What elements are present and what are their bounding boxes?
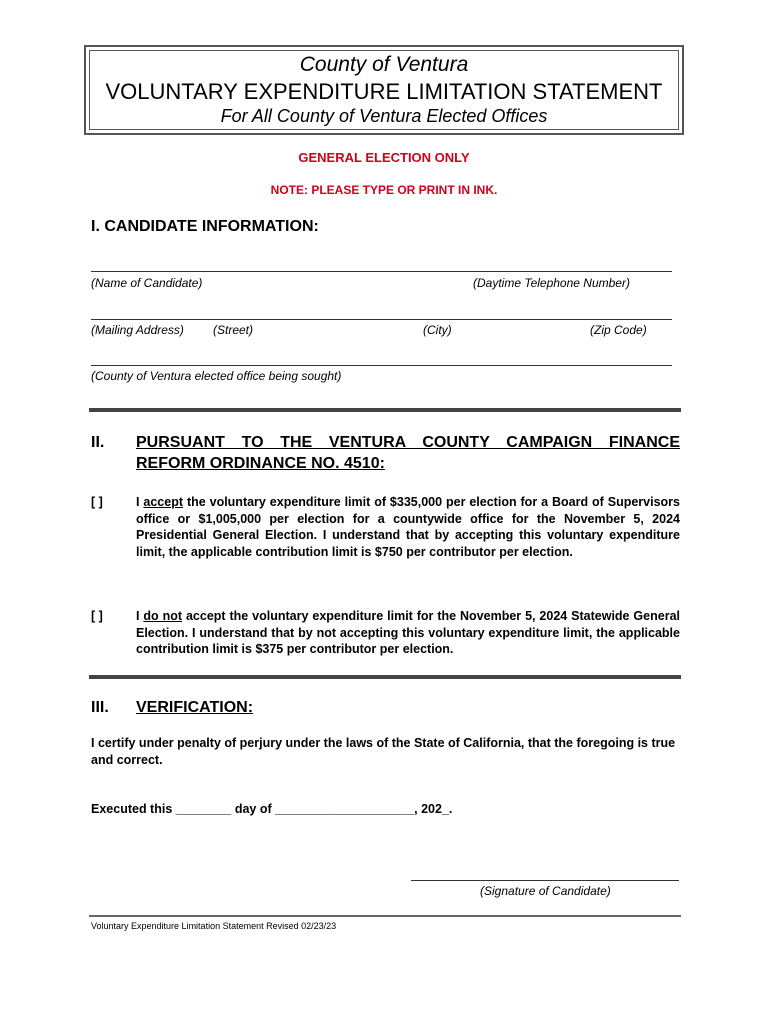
accept-keyword: accept (143, 495, 184, 509)
certification-text: I certify under penalty of perjury under the laws of the State of California, that the foregoing is true and correct. (91, 736, 676, 767)
name-phone-line[interactable] (91, 271, 672, 272)
section-2-heading-line2: REFORM ORDINANCE NO. 4510: (136, 455, 385, 472)
ink-note: NOTE: PLEASE TYPE OR PRINT IN INK. (270, 183, 498, 197)
phone-label: (Daytime Telephone Number) (473, 276, 630, 290)
section-3-numeral: III. (91, 699, 109, 716)
section-1-heading: I. CANDIDATE INFORMATION: (91, 218, 319, 235)
signature-line[interactable] (411, 880, 679, 881)
zip-label: (Zip Code) (590, 323, 647, 337)
office-label: (County of Ventura elected office being sought) (91, 369, 342, 383)
section-2-heading-line1: PURSUANT TO THE VENTURA COUNTY CAMPAIGN FINANCE (136, 434, 680, 451)
section-2-numeral: II. (91, 434, 105, 451)
decline-checkbox[interactable]: [ ] (91, 609, 103, 623)
city-label: (City) (423, 323, 452, 337)
footer-text: Voluntary Expenditure Limitation Statement Revised 02/23/23 (91, 921, 337, 931)
decline-statement: I do not accept the voluntary expenditure limit for the November 5, 2024 Statewide General Election. I understand that by not accepting this voluntary expenditure limit, the applicable contribution limit is $375 per contributor per election. (136, 609, 680, 656)
section-divider (89, 408, 681, 412)
executed-line[interactable]: Executed this ________ day of ____________________, 202_. (91, 802, 453, 816)
decline-keyword: do not (143, 609, 183, 623)
address-line[interactable] (91, 319, 672, 320)
street-label: (Street) (213, 323, 254, 337)
office-line[interactable] (91, 365, 672, 366)
section-3-heading: VERIFICATION: (136, 699, 254, 716)
signature-label: (Signature of Candidate) (480, 884, 611, 898)
name-label: (Name of Candidate) (91, 276, 203, 290)
accept-statement: I accept the voluntary expenditure limit of $335,000 per election for a Board of Supervisors office or $1,005,000 per election for a countywide office for the November 5, 2024 Presidential General Election. I understand that by accepting this voluntary expenditure limit, the applicable contribution limit is $750 per contributor per election. (136, 495, 680, 559)
general-election-notice: GENERAL ELECTION ONLY (298, 150, 470, 165)
county-title: County of Ventura (299, 53, 469, 76)
form-title: VOLUNTARY EXPENDITURE LIMITATION STATEMENT (105, 79, 663, 104)
section-divider (89, 675, 681, 679)
form-subtitle: For All County of Ventura Elected Offices (220, 106, 548, 126)
accept-checkbox[interactable]: [ ] (91, 495, 103, 509)
footer-divider (89, 915, 681, 917)
mailing-address-label: (Mailing Address) (91, 323, 184, 337)
